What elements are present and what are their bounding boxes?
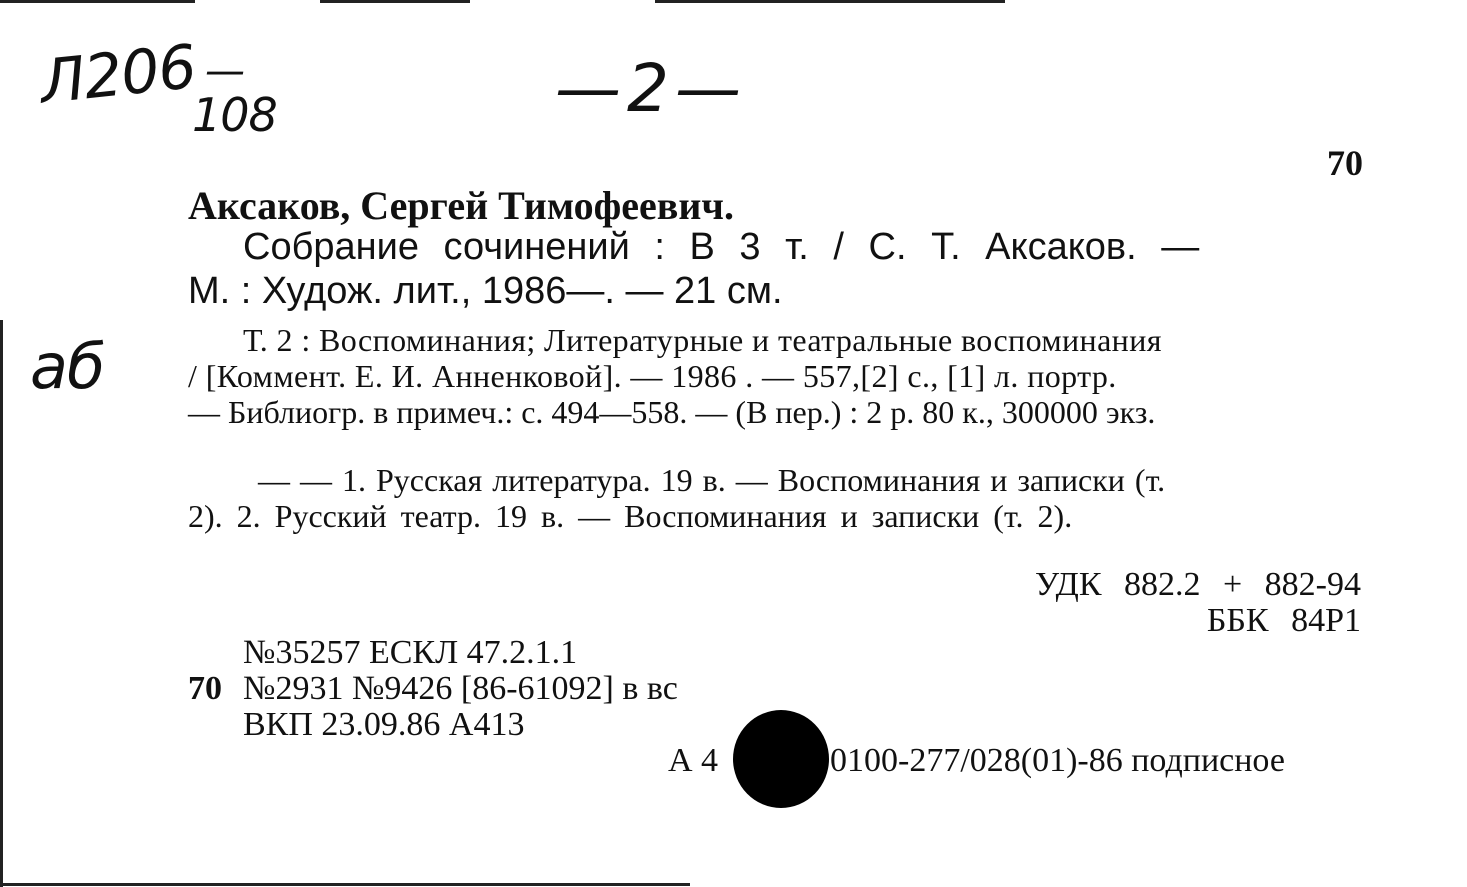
handwritten-page-marker: —2— <box>555 50 747 127</box>
subjects-line-2: 2). 2. Русский театр. 19 в. — Воспоминания и записки (т. 2). <box>188 498 1073 534</box>
registration-line-1: №35257 ЕСКЛ 47.2.1.1 <box>243 634 578 671</box>
top-edge-line <box>0 0 195 3</box>
top-edge-line <box>320 0 470 3</box>
registration-prefix: 70 <box>188 670 222 707</box>
punch-hole <box>733 710 829 808</box>
volume-line-1: Т. 2 : Воспоминания; Литературные и театральные воспоминания <box>243 322 1162 358</box>
title-line-1: Собрание сочинений : В 3 т. / С. Т. Аксаков. — <box>243 226 1200 268</box>
registration-line-2: №2931 №9426 [86-61092] в вс <box>243 670 678 707</box>
top-edge-line <box>655 0 1005 3</box>
handwritten-shelf-mark: Л206 <box>36 32 199 118</box>
index-code: 0100-277/028(01)-86 подписное <box>830 742 1285 779</box>
bottom-edge-line <box>0 883 690 886</box>
registration-line-3: ВКП 23.09.86 А413 <box>243 706 525 743</box>
left-edge-line <box>0 320 3 887</box>
volume-line-3: — Библиогр. в примеч.: с. 494—558. — (В пер.) : 2 р. 80 к., 300000 экз. <box>188 394 1156 430</box>
title-line-2: М. : Худож. лит., 1986—. — 21 см. <box>188 270 783 312</box>
handwritten-fraction-top: — <box>205 48 244 94</box>
udk-code: УДК 882.2 + 882-94 <box>1034 566 1361 603</box>
volume-line-2: / [Коммент. Е. И. Анненковой]. — 1986 . — 557,[2] с., [1] л. портр. <box>188 358 1117 394</box>
subjects-line-1: — — 1. Русская литература. 19 в. — Воспоминания и записки (т. <box>258 462 1166 498</box>
handwritten-fraction-bottom: 108 <box>192 88 277 142</box>
class-number: 70 <box>1327 143 1363 183</box>
bbk-code: ББК 84Р1 <box>1206 602 1361 639</box>
handwritten-side-mark: аб <box>30 330 105 403</box>
author-heading: Аксаков, Сергей Тимофеевич. <box>188 183 734 228</box>
index-prefix: А 4 <box>668 742 719 779</box>
